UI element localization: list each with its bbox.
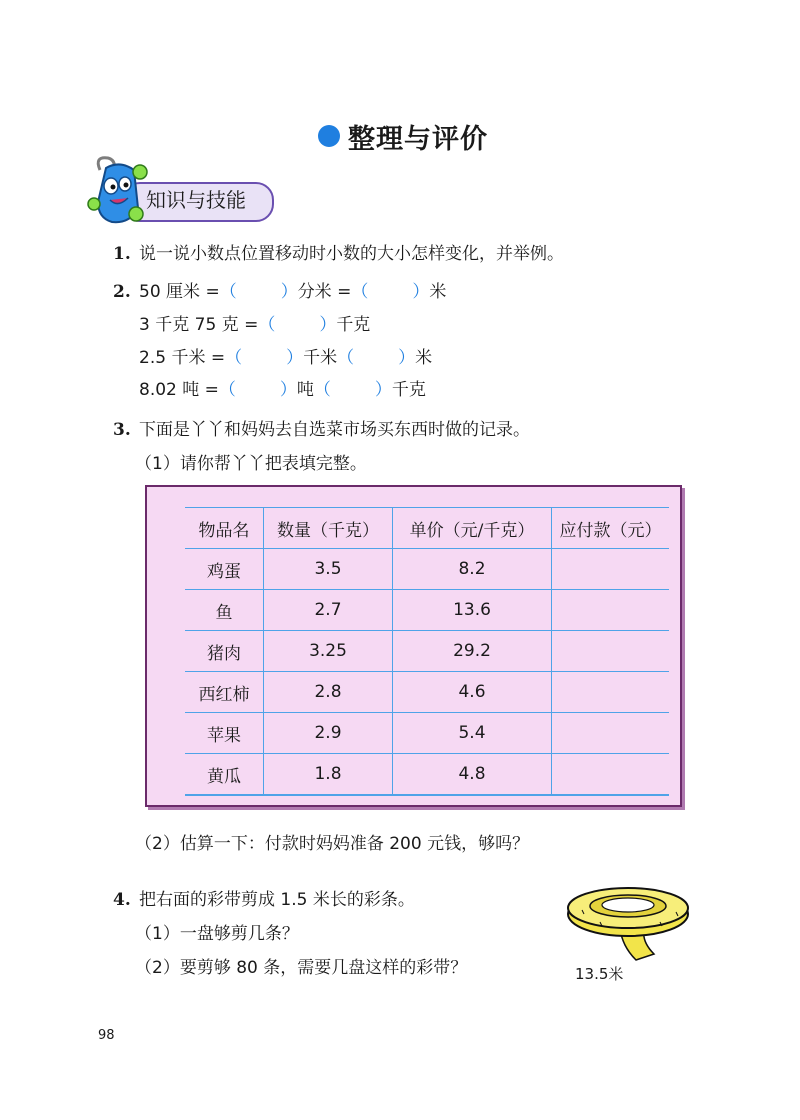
- question-number: 4.: [113, 890, 131, 910]
- question-3-sub-1: （1）请你帮丫丫把表填完整。: [135, 454, 367, 474]
- amount-cell[interactable]: [552, 590, 670, 631]
- unit-price-cell: 13.6: [393, 590, 552, 631]
- amount-cell[interactable]: [552, 549, 670, 590]
- question-4: [113, 888, 415, 912]
- answer-blank[interactable]: （ ）: [219, 282, 298, 302]
- amount-cell[interactable]: [552, 672, 670, 713]
- page-title: 整理与评价: [348, 123, 488, 155]
- item-name-cell: 黄瓜: [185, 754, 264, 796]
- question-4-sub-1: （1）一盘够剪几条？: [135, 924, 299, 944]
- item-name-cell: 苹果: [185, 713, 264, 754]
- question-text: 把右面的彩带剪成 1.5 米长的彩条。: [139, 890, 415, 910]
- question-2-line-3: 2.5 千米 =（ ）千米（ ）米: [139, 348, 433, 368]
- table-header-row: [185, 508, 669, 549]
- answer-blank[interactable]: （ ）: [337, 348, 416, 368]
- column-header: 应付款（元）: [552, 508, 670, 549]
- unit-price-cell: 8.2: [393, 549, 552, 590]
- question-3-sub-2: （2）估算一下：付款时妈妈准备 200 元钱，够吗？: [135, 834, 530, 854]
- quantity-cell: 2.9: [264, 713, 393, 754]
- item-name-cell: 西红柿: [185, 672, 264, 713]
- answer-blank[interactable]: （ ）: [218, 380, 297, 400]
- answer-blank[interactable]: （ ）: [258, 315, 337, 335]
- unit-price-cell: 29.2: [393, 631, 552, 672]
- answer-blank[interactable]: （ ）: [313, 380, 392, 400]
- table-row: [185, 549, 669, 590]
- column-header: 数量（千克）: [264, 508, 393, 549]
- question-2-line-1: 2. 50 厘米 =（ ）分米 =（ ）米: [113, 282, 447, 302]
- question-2-line-2: 3 千克 75 克 =（ ）千克: [139, 315, 371, 335]
- page-title-row: [318, 116, 488, 156]
- section-badge: [86, 152, 286, 232]
- column-header: 单价（元/千克）: [393, 508, 552, 549]
- unit-price-cell: 5.4: [393, 713, 552, 754]
- answer-blank[interactable]: （ ）: [351, 282, 430, 302]
- ribbon-length-label: 13.5米: [575, 965, 624, 983]
- question-number: 2.: [113, 282, 131, 302]
- amount-cell[interactable]: [552, 631, 670, 672]
- question-4-sub-2: （2）要剪够 80 条，需要几盘这样的彩带？: [135, 958, 468, 978]
- ribbon-roll-icon: [560, 884, 700, 964]
- table-row: [185, 672, 669, 713]
- table-row: [185, 754, 669, 796]
- question-1: [113, 242, 564, 266]
- bullet-dot-icon: [318, 125, 340, 147]
- quantity-cell: 3.25: [264, 631, 393, 672]
- quantity-cell: 1.8: [264, 754, 393, 796]
- quantity-cell: 3.5: [264, 549, 393, 590]
- unit-price-cell: 4.8: [393, 754, 552, 796]
- item-name-cell: 猪肉: [185, 631, 264, 672]
- page-number: 98: [98, 1028, 115, 1043]
- table-row: [185, 590, 669, 631]
- amount-cell[interactable]: [552, 713, 670, 754]
- question-2-line-4: 8.02 吨 =（ ）吨（ ）千克: [139, 380, 426, 400]
- answer-blank[interactable]: （ ）: [225, 348, 304, 368]
- question-text: 说一说小数点位置移动时小数的大小怎样变化，并举例。: [139, 244, 564, 264]
- quantity-cell: 2.7: [264, 590, 393, 631]
- record-table-frame: [145, 485, 682, 807]
- quantity-cell: 2.8: [264, 672, 393, 713]
- question-text: 下面是丫丫和妈妈去自选菜市场买东西时做的记录。: [139, 420, 530, 440]
- section-badge-label: 知识与技能: [146, 188, 246, 212]
- question-3: [113, 418, 530, 442]
- amount-cell[interactable]: [552, 754, 670, 796]
- item-name-cell: 鸡蛋: [185, 549, 264, 590]
- table-row: [185, 631, 669, 672]
- table-row: [185, 713, 669, 754]
- unit-price-cell: 4.6: [393, 672, 552, 713]
- record-table: [185, 507, 669, 796]
- item-name-cell: 鱼: [185, 590, 264, 631]
- question-number: 3.: [113, 420, 131, 440]
- question-number: 1.: [113, 244, 131, 264]
- column-header: 物品名: [185, 508, 264, 549]
